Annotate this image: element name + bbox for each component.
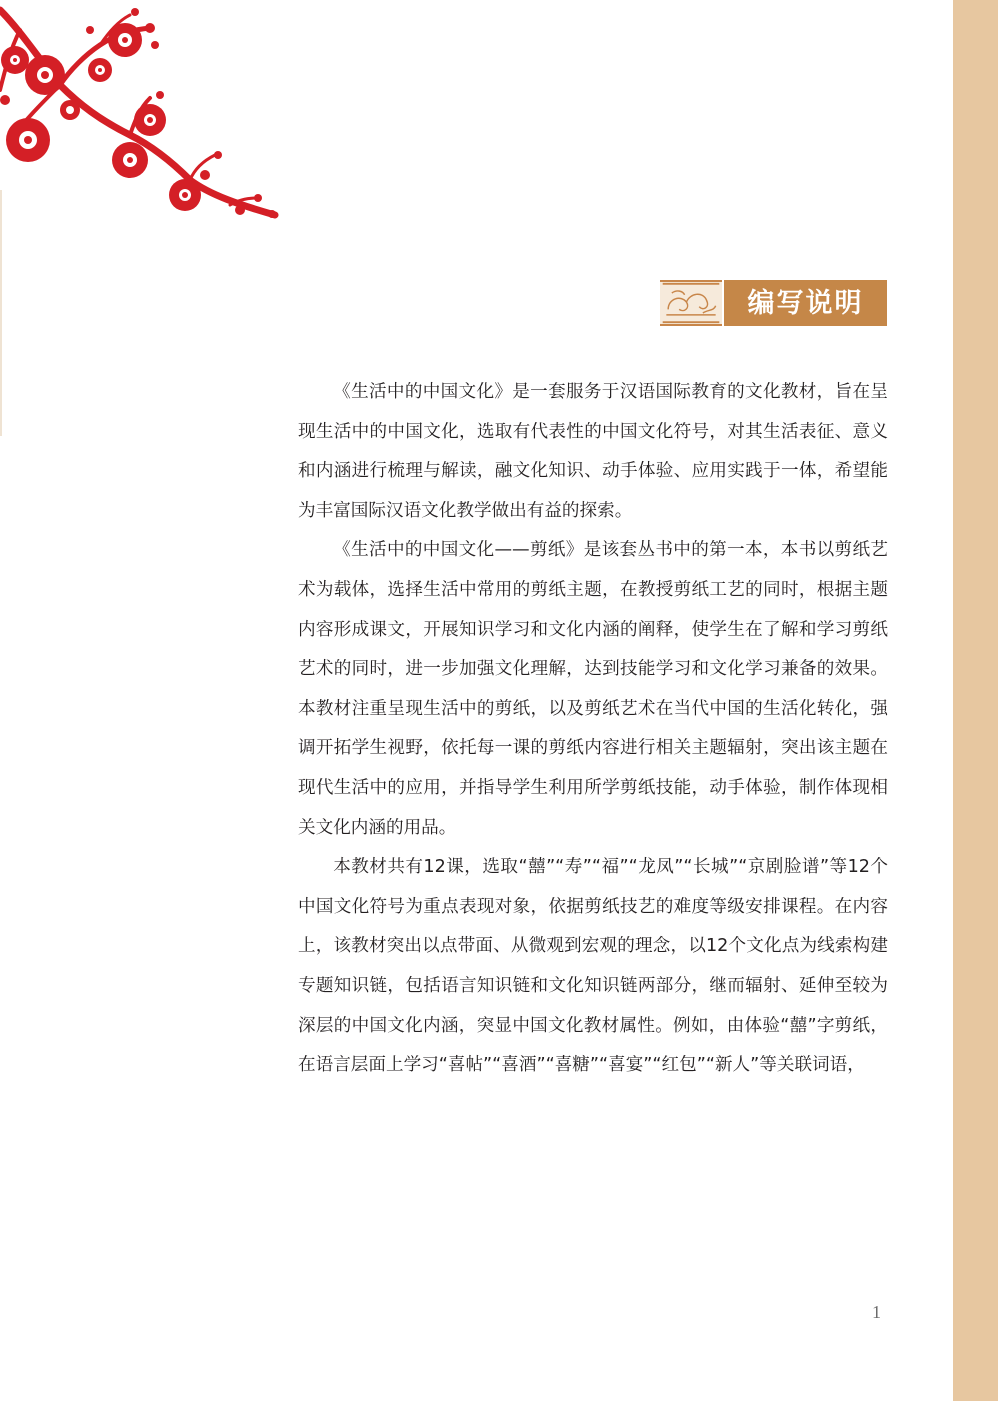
side-color-band — [953, 0, 998, 1401]
paragraph: 本教材共有12课，选取“囍”“寿”“福”“龙凤”“长城”“京剧脸谱”等12个中国文化符号为重点表现对象，依据剪纸技艺的难度等级安排课程。在内容上，该教材突出以点带面、从微观到宏观的理念，以12个文化点为线索构建专题知识链，包括语言知识链和文化知识链两部分，继而辐射、延伸至较为深层的中国文化内涵，突显中国文化教材属性。例如，由体验“囍”字剪纸，在语言层面上学习“喜帖”“喜酒”“喜糖”“喜宴”“红包”“新人”等关联词语， — [298, 857, 888, 1076]
plum-blossom-decoration — [0, 0, 280, 225]
paragraph: 《生活中的中国文化——剪纸》是该套丛书中的第一本，本书以剪纸艺术为载体，选择生活中常用的剪纸主题，在教授剪纸工艺的同时，根据主题内容形成课文，开展知识学习和文化内涵的阐释，使学生在了解和学习剪纸艺术的同时，进一步加强文化理解，达到技能学习和文化学习兼备的效果。本教材注重呈现生活中的剪纸，以及剪纸艺术在当代中国的生活化转化，强调开拓学生视野，依托每一课的剪纸内容进行相关主题辐射，突出该主题在现代生活中的应用，并指导学生利用所学剪纸技能，动手体验，制作体现相关文化内涵的用品。 — [298, 540, 888, 838]
left-edge-line — [0, 190, 2, 436]
body-text — [298, 373, 888, 1086]
page-number: 1 — [872, 1302, 881, 1322]
title-banner — [660, 280, 887, 326]
title-block — [724, 280, 887, 326]
paragraph: 《生活中的中国文化》是一套服务于汉语国际教育的文化教材，旨在呈现生活中的中国文化，选取有代表性的中国文化符号，对其生活表征、意义和内涵进行梳理与解读，融文化知识、动手体验、应用实践于一体，希望能为丰富国际汉语文化教学做出有益的探索。 — [298, 382, 888, 521]
cloud-pattern-icon — [660, 280, 722, 326]
page-title: 编写说明 — [747, 287, 864, 319]
